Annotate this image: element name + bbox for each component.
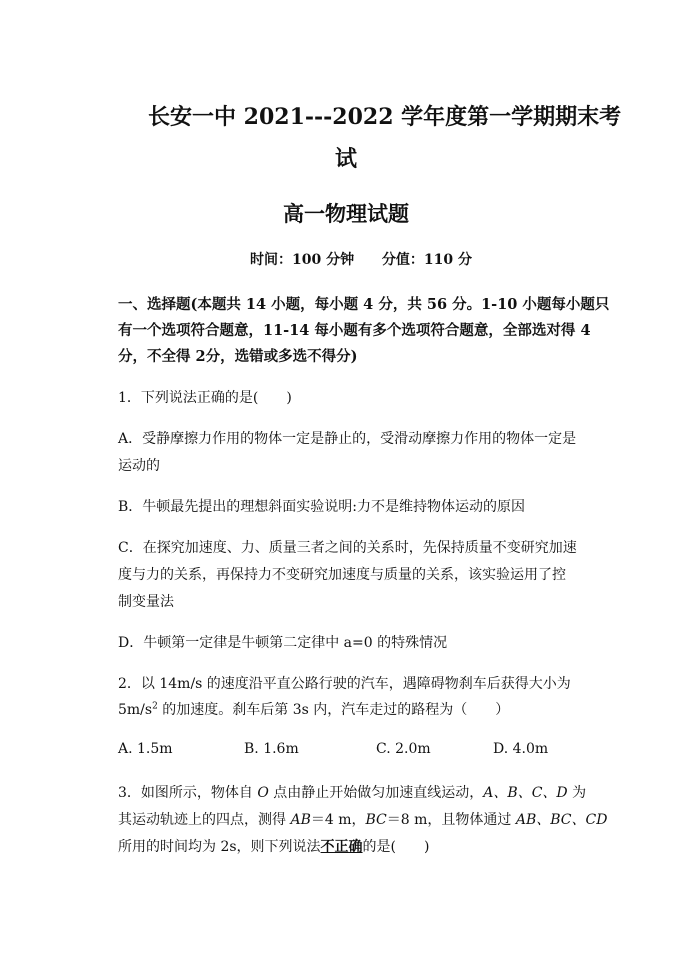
q3-text-8: 的是( ): [362, 839, 430, 855]
exam-title-line1: 长安一中 2021---2022 学年度第一学期期末考: [148, 104, 622, 130]
segment-ab-label: AB: [290, 812, 311, 828]
section-heading-line3: 分，不全得 2分，选错或多选不得分): [118, 348, 358, 365]
q3-text-4: 其运动轨迹上的四点，测得: [118, 812, 291, 828]
question-1-option-d: D．牛顿第一定律是牛顿第二定律中 a=0 的特殊情况: [118, 635, 448, 651]
question-3-line2: [118, 809, 607, 829]
q3-text-1: 3．如图所示，物体自: [118, 785, 258, 801]
question-2-option-d: D. 4.0m: [493, 741, 549, 757]
exam-subtitle: 高一物理试题: [283, 201, 409, 226]
question-3-line1: [118, 782, 586, 802]
question-2-line2: [118, 699, 509, 719]
question-2-line1: 2．以 14m/s 的速度沿平直公路行驶的汽车，遇障碍物刹车后获得大小为: [118, 676, 571, 692]
q3-text-5: ＝4 m，: [310, 812, 366, 828]
question-1-option-c-line2: 度与力的关系，再保持力不变研究加速度与质量的关系，该实验运用了控: [118, 567, 566, 583]
q3-text-3: 为: [567, 785, 587, 801]
segment-bc-label: BC: [365, 812, 387, 828]
question-1-option-a-line1: A．受静摩擦力作用的物体一定是静止的，受滑动摩擦力作用的物体一定是: [118, 431, 577, 447]
acceleration-value: 5m/s: [118, 702, 153, 718]
question-3-line3: [118, 836, 429, 856]
question-1-stem: 1．下列说法正确的是( ): [118, 390, 292, 406]
question-1-option-c-line1: C．在探究加速度、力、质量三者之间的关系时，先保持质量不变研究加速: [118, 540, 577, 556]
question-2-option-b: B. 1.6m: [244, 741, 299, 757]
point-o-label: O: [257, 785, 269, 801]
segments-ab-bc-cd-label: AB、BC、CD: [515, 812, 608, 828]
question-1-option-c-line3: 制变量法: [118, 594, 174, 610]
q3-text-6: ＝8 m，且物体通过: [386, 812, 516, 828]
q3-text-7: 所用的时间均为 2s，则下列说法: [118, 839, 321, 855]
question-2-option-c: C. 2.0m: [376, 741, 431, 757]
exam-time: 时间：100 分钟: [250, 252, 355, 268]
question-2-line2-text: 的加速度。刹车后第 3s 内，汽车走过的路程为（ ）: [157, 702, 510, 718]
exam-title-line2: 试: [335, 146, 358, 172]
acceleration-exponent: 2: [152, 701, 158, 712]
question-1-option-b: B．牛顿最先提出的理想斜面实验说明:力不是维持物体运动的原因: [118, 499, 526, 515]
exam-score: 分值：110 分: [381, 252, 472, 268]
question-2-option-a: A. 1.5m: [118, 741, 173, 757]
section-heading-line1: 一、选择题(本题共 14 小题，每小题 4 分，共 56 分。1-10 小题每小题只: [118, 296, 610, 313]
exam-meta: [250, 249, 472, 269]
question-1-option-a-line2: 运动的: [118, 458, 160, 474]
not-correct-emphasis: 不正确: [320, 839, 363, 855]
q3-text-2: 点由静止开始做匀加速直线运动，: [268, 785, 484, 801]
section-heading-line2: 有一个选项符合题意，11-14 每小题有多个选项符合题意，全部选对得 4: [118, 322, 591, 339]
points-abcd-label: A、B、C、D: [483, 785, 568, 801]
